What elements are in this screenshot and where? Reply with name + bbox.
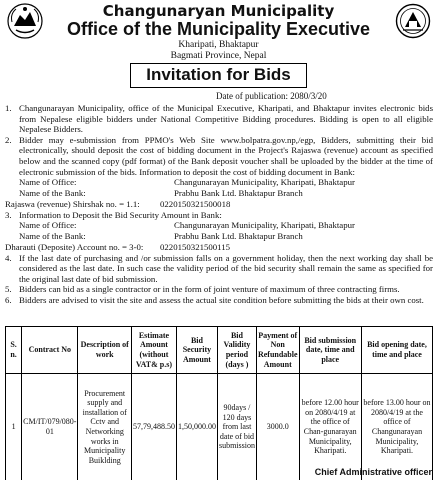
info-label: Name of the Bank:	[19, 187, 86, 198]
notice-body	[5, 103, 433, 306]
paragraph-number: 5.	[5, 284, 12, 295]
bank-info-deposit	[5, 220, 433, 252]
address-line-2: Bagmati Province, Nepal	[170, 51, 267, 61]
publication-date: Date of publication: 2080/3/20	[216, 91, 327, 101]
paragraph-6	[5, 295, 433, 306]
col-header-submission: Bid submission date, time and place	[299, 327, 361, 374]
info-row	[5, 177, 433, 188]
info-label: Name of Office:	[19, 177, 77, 188]
col-header-contract: Contract No	[22, 327, 78, 374]
info-label: Dharauti (Deposite) Account no. = 3-0:	[5, 241, 144, 252]
paragraph-3	[5, 210, 433, 221]
table-cell: 3000.0	[256, 374, 299, 480]
col-header-estimate: Estimate Amount (without VAT& p.s)	[131, 327, 176, 374]
paragraph-number: 4.	[5, 252, 12, 263]
info-row	[5, 188, 433, 199]
info-row	[5, 231, 433, 242]
table-cell: Procurement supply and installation of Cctv and Networking works in Municipality Buiklding	[78, 374, 131, 480]
col-header-description: Description of work	[78, 327, 131, 374]
table-cell: CM/IT/079/080-01	[22, 374, 78, 480]
info-row	[5, 199, 433, 210]
info-row	[5, 220, 433, 231]
paragraph-text: If the last date of purchasing and /or submission falls on a government holiday, then the next working day shall be considered as the last date. In such case the validity period of the bid security shall remain the same as specified for the original last date of bid submission.	[19, 252, 433, 284]
info-value: Changunarayan Municipality, Kharipati, Bhaktapur	[174, 177, 355, 188]
signature-title: Chief Administrative officer	[314, 467, 432, 477]
paragraph-text: Bidders can bid as a single contractor or in the form of joint venture of maximum of three contracting firms.	[19, 284, 400, 295]
invitation-banner: Invitation for Bids	[130, 63, 307, 88]
bid-table	[5, 326, 433, 480]
paragraph-1	[5, 103, 433, 135]
paragraph-4	[5, 253, 433, 285]
paragraph-text: Bidder may e-submission from PPMO's Web Site www.bolpatra.gov.np,/egp, Bidders, submitting their bid electronically, should deposit the cost of bidding document in the Project's Rajaswa (revenue) account as specified below and the scanned copy (pdf format) of the Bank deposit voucher shall be uploaded by the bidder at the time of electronic submission of the bids. Information to deposit the cost of bidding document in Bank:	[19, 134, 433, 177]
info-value: Prabhu Bank Ltd. Bhaktapur Branch	[174, 230, 303, 241]
table-header-row	[6, 327, 433, 374]
info-value: 0220150321500018	[160, 198, 231, 209]
office-name: Office of the Municipality Executive	[66, 19, 371, 39]
table-cell: 90days / 120 days from last date of bid submission	[217, 374, 256, 480]
table-cell: 1,50,000.00	[176, 374, 217, 480]
paragraph-text: Information to Deposit the Bid Security Amount in Bank:	[19, 209, 222, 220]
info-label: Name of the Bank:	[19, 230, 86, 241]
col-header-security: Bid Security Amount	[176, 327, 217, 374]
paragraph-text: Bidders are advised to visit the site and assess the actual site condition before submitting the bids at their own cost.	[19, 294, 424, 305]
address-line-1: Kharipati, Bhaktapur	[178, 40, 259, 50]
col-header-validity: Bid Validity period (days )	[217, 327, 256, 374]
paragraph-number: 2.	[5, 134, 12, 145]
paragraph-number: 1.	[5, 103, 12, 113]
col-header-opening: Bid opening date, time and place	[361, 327, 432, 374]
paragraph-2	[5, 135, 433, 177]
info-row	[5, 242, 433, 253]
info-value: 0220150321500115	[160, 241, 231, 252]
paragraph-number: 3.	[5, 209, 12, 220]
info-value: Prabhu Bank Ltd. Bhaktapur Branch	[174, 187, 303, 198]
table-cell: before 12.00 hour on 2080/4/19 at the office of Chan-gunarayan Municipality, Kharipati.	[299, 374, 361, 480]
municipality-name: Changunaryan Municipality	[102, 2, 335, 20]
table-row	[6, 374, 433, 480]
info-label: Name of Office:	[19, 220, 77, 231]
col-header-payment: Payment of Non Refundable Amount	[256, 327, 299, 374]
info-value: Changunarayan Municipality, Kharipati, Bhaktapur	[174, 220, 355, 231]
paragraph-text: Changunarayan Municipality, office of the Municipal Executive, Kharipati, and Bhaktapur invites electronic bids from Nepalese eligible bidders under National Competitive Bidding procedures. Bidding is open to all eligible Nepalese Bidders.	[19, 103, 433, 135]
col-header-sn: S. n.	[6, 327, 22, 374]
paragraph-5	[5, 284, 433, 295]
paragraph-number: 6.	[5, 294, 12, 305]
table-cell: 57,79,488.50	[131, 374, 176, 480]
table-cell: before 13.00 hour on 2080/4/19 at the office of Changunarayan Municipality, Kharipati.	[361, 374, 432, 480]
info-label: Rajaswa (revenue) Shirshak no. = 1.1:	[5, 198, 140, 209]
table-cell: 1	[6, 374, 22, 480]
bank-info-revenue	[5, 177, 433, 209]
